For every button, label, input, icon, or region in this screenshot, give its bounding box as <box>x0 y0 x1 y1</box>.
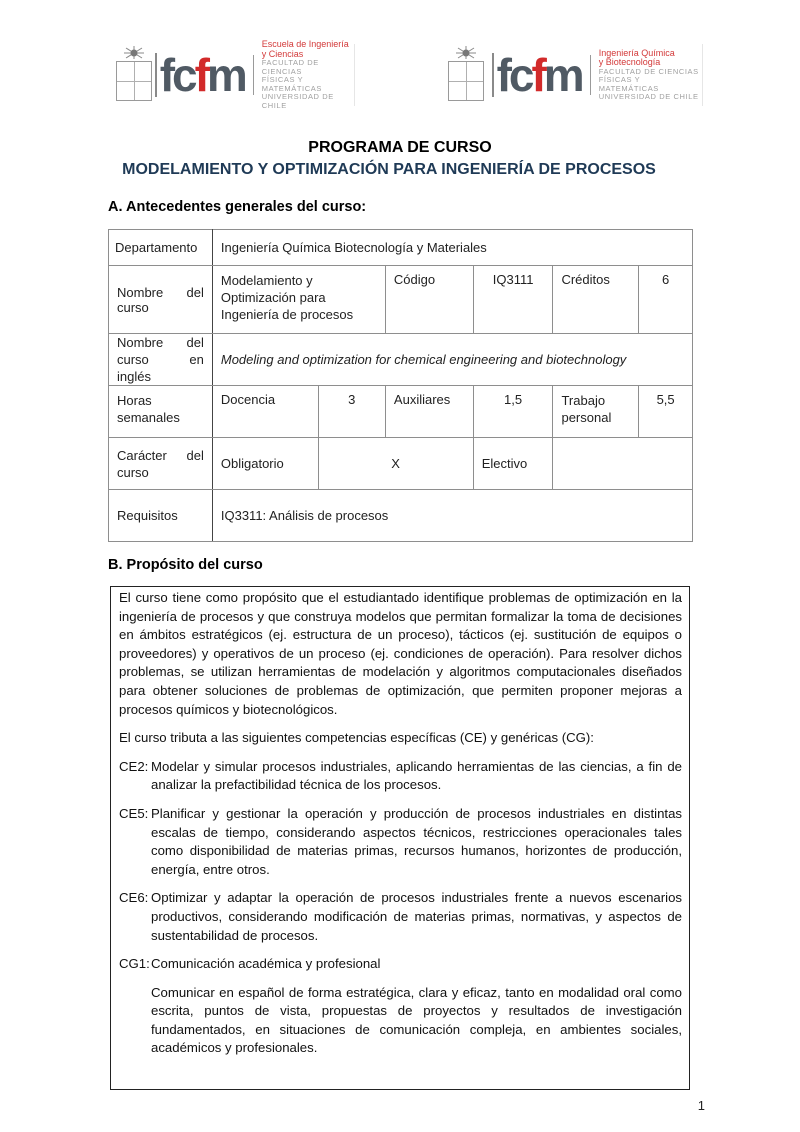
label-nombre-ingles: Nombre del curso en inglés <box>109 334 213 386</box>
label-obligatorio: Obligatorio <box>212 438 318 490</box>
course-info-table <box>108 229 693 542</box>
label-auxiliares: Auxiliares <box>385 386 473 438</box>
competencia-code: CE5: <box>119 805 149 821</box>
sun-icon <box>456 46 476 60</box>
label-trabajo-personal: Trabajo personal <box>553 386 639 438</box>
logo-escuela-ingenieria <box>112 39 355 110</box>
value-auxiliares: 1,5 <box>473 386 553 438</box>
value-departamento: Ingeniería Química Biotecnología y Materiales <box>212 230 692 266</box>
shield-icon <box>116 61 152 101</box>
fcfm-wordmark: fcfm <box>159 49 245 101</box>
shield-icon <box>448 61 484 101</box>
value-obligatorio: X <box>318 438 473 490</box>
value-docencia: 3 <box>318 386 385 438</box>
row-horas <box>109 386 693 438</box>
label-creditos: Créditos <box>553 266 639 334</box>
label-departamento: Departamento <box>109 230 213 266</box>
row-departamento <box>109 230 693 266</box>
label-electivo: Electivo <box>473 438 553 490</box>
label-docencia: Docencia <box>212 386 318 438</box>
competencia-ce6 <box>119 889 682 945</box>
logo-text: Escuela de Ingeniería y Ciencias FACULTAD DE CIENCIAS FÍSICAS Y MATEMÁTICAS UNIVERSIDAD DE CHILE <box>261 39 349 110</box>
value-trabajo-personal: 5,5 <box>639 386 693 438</box>
label-requisitos: Requisitos <box>109 490 213 542</box>
fcfm-wordmark: fcfm <box>496 49 582 101</box>
competencia-cg1 <box>119 955 682 974</box>
competencia-text: Modelar y simular procesos industriales, aplicando herramientas de las ciencias, a fin de analizar la prefactibilidad técnica de los procesos. <box>151 758 682 793</box>
purpose-box <box>110 586 690 1090</box>
label-caracter: Carácter del curso <box>109 438 213 490</box>
competencia-code: CG1: <box>119 956 150 972</box>
label-horas: Horas semanales <box>109 386 213 438</box>
competencia-code: CE2: <box>119 758 149 774</box>
row-caracter <box>109 438 693 490</box>
row-nombre <box>109 266 693 334</box>
value-codigo: IQ3111 <box>473 266 553 334</box>
divider <box>590 55 591 95</box>
competencia-ce5 <box>119 805 682 879</box>
competencias-intro: El curso tributa a las siguientes competencias específicas (CE) y genéricas (CG): <box>119 730 594 746</box>
value-electivo <box>553 438 693 490</box>
label-codigo: Código <box>385 266 473 334</box>
section-a-heading: A. Antecedentes generales del curso: <box>108 199 367 215</box>
document-title: PROGRAMA DE CURSO <box>308 139 492 156</box>
section-b-heading: B. Propósito del curso <box>108 557 263 573</box>
course-title: MODELAMIENTO Y OPTIMIZACIÓN PARA INGENIERÍA DE PROCESOS <box>122 161 656 178</box>
sun-icon <box>124 46 144 60</box>
value-nombre-ingles: Modeling and optimization for chemical engineering and biotechnology <box>212 334 692 386</box>
divider <box>492 53 494 97</box>
row-nombre-ingles <box>109 334 693 386</box>
page-number: 1 <box>697 1098 705 1113</box>
logo-ingenieria-quimica <box>444 44 703 106</box>
competencia-text: Planificar y gestionar la operación y producción de procesos industriales en distintas escalas de tiempo, considerando aspectos técnicos, restricciones operacionales tales como disponibilidad de materias primas, recursos humanos, horizontes de producción, energía, entre otros. <box>151 805 682 877</box>
value-requisitos: IQ3311: Análisis de procesos <box>212 490 692 542</box>
competencia-code: CE6: <box>119 890 149 906</box>
competencia-text: Comunicación académica y profesional <box>151 956 381 972</box>
value-creditos: 6 <box>639 266 693 334</box>
row-requisitos <box>109 490 693 542</box>
university-crest-icon <box>112 46 151 104</box>
divider <box>253 55 254 95</box>
cg1-detail: Comunicar en español de forma estratégica, clara y eficaz, tanto en modalidad oral como escrita, puntos de vista, propuestas de proyectos y resultados de investigación fundamentados, en situaciones de comunicación compleja, en ambientes sociales, académicos y profesionales. <box>151 984 682 1056</box>
value-nombre: Modelamiento y Optimización para Ingeniería de procesos <box>212 266 385 334</box>
label-nombre: Nombre del curso <box>109 266 213 334</box>
divider <box>155 53 157 97</box>
competencia-text: Optimizar y adaptar la operación de procesos industriales frente a nuevos escenarios productivos, considerando modificación de materias primas, normativas, y aspectos de sustentabilidad de procesos. <box>151 890 682 943</box>
competencia-ce2 <box>119 758 682 795</box>
logo-text: Ingeniería Química y Biotecnología FACULTAD DE CIENCIAS FÍSICAS Y MATEMÁTICAS UNIVERSIDAD DE CHILE <box>598 47 699 101</box>
university-crest-icon <box>444 46 488 104</box>
purpose-intro: El curso tiene como propósito que el estudiantado identifique problemas de optimización en la ingeniería de procesos y que construya modelos que permitan formalizar la toma de decisiones en ámbitos estratégicos (ej. estructura de un proceso), tácticos (ej. sustitución de equipos o proveedores) y operativos de un proceso (ej. condiciones de operación). Para resolver dichos problemas, se utilizan herramientas de modelación y algoritmos computacionales diseñados para obtener soluciones de problemas de optimización, que permiten proponer mejoras a procesos químicos y biotecnológicos. <box>119 590 682 717</box>
